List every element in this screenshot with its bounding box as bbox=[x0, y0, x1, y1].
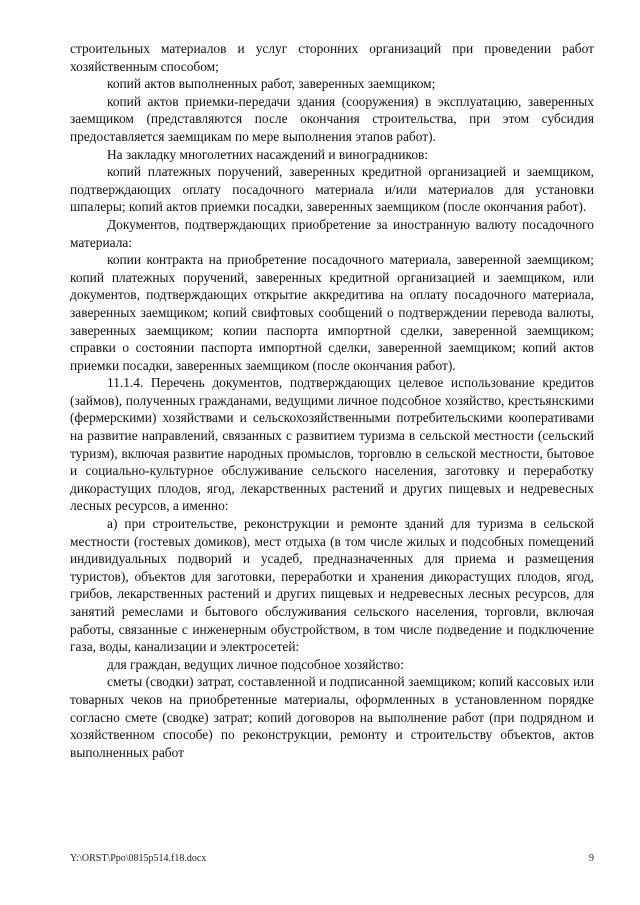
document-body bbox=[70, 40, 594, 761]
page-number: 9 bbox=[589, 853, 594, 864]
section-heading: Документов, подтверждающих приобретение за иностранную валюту посадочного материала: bbox=[70, 216, 594, 250]
paragraph: копий платежных поручений, заверенных кредитной организацией и заемщиком, подтверждающих оплату посадочного материала и/или материалов для установки шпалеры; копий актов приемки посадки, заверенных заемщиком (после окончания работ). bbox=[70, 164, 594, 215]
paragraph: копий актов приемки-передачи здания (сооружения) в эксплуатацию, заверенных заемщиком (представляются после окончания строительства, при этом субсидия предоставляется заемщикам по мере выполнения этапов работ). bbox=[70, 93, 594, 144]
section-heading: На закладку многолетних насаждений и виноградников: bbox=[107, 146, 429, 162]
clause-paragraph: 11.1.4. Перечень документов, подтверждающих целевое использование кредитов (займов), полученных гражданами, ведущими личное подсобное хозяйство, крестьянскими (фермерскими) хозяйствами и сельскохозяйственными потребительскими кооперативами на развитие направлений, связанных с развитием туризма в сельской местности (сельский туризм), включая развитие народных промыслов, торговлю в сельской местности, бытовое и социально-культурное обслуживание сельского населения, заготовку и переработку дикорастущих плодов, ягод, лекарственных растений и других пищевых и недревесных лесных ресурсов, а именно: bbox=[70, 375, 594, 514]
section-heading: для граждан, ведущих личное подсобное хозяйство: bbox=[107, 656, 404, 672]
paragraph: копий актов выполненных работ, заверенных заемщиком; bbox=[107, 76, 436, 92]
paragraph: сметы (сводки) затрат, составленной и подписанной заемщиком; копий кассовых или товарных чеков на приобретенные материалы, оформленных в установленном порядке согласно смете (сводке) затрат; копий договоров на выполнение работ (при подрядном и хозяйственном способе) по реконструкции, ремонту и строительству объектов, актов выполненных работ bbox=[70, 674, 594, 760]
list-item: а) при строительстве, реконструкции и ремонте зданий для туризма в сельской местности (гостевых домиков), мест отдыха (в том числе жилых и подсобных помещений индивидуальных подворий и усадеб, предназначенных для приема и размещения туристов), объектов для заготовки, переработки и хранения дикорастущих плодов, ягод, грибов, лекарственных растений и других пищевых и недревесных лесных ресурсов, для занятий ремеслами и бытового обслуживания сельского населения, торговли, включая работы, связанные с инженерным обустройством, в том числе подведение и подключение газа, воды, канализации и электросетей: bbox=[70, 516, 594, 655]
file-path: Y:\ORST\Ppo\0815p514.f18.docx bbox=[70, 853, 207, 864]
paragraph: копии контракта на приобретение посадочного материала, заверенной заемщиком; копий платежных поручений, заверенных кредитной организацией и заемщиком, или документов, подтверждающих открытие аккредитива на оплату посадочного материала, заверенных заемщиком; копий свифтовых сообщений о подтверждении перевода валюты, заверенных заемщиком; копии паспорта импортной сделки, заверенной заемщиком; справки о состоянии паспорта импортной сделки, заверенной заемщиком; копий актов приемки посадки, заверенных заемщиком (после окончания работ). bbox=[70, 252, 594, 373]
paragraph: строительных материалов и услуг сторонних организаций при проведении работ хозяйственным способом; bbox=[70, 41, 594, 74]
